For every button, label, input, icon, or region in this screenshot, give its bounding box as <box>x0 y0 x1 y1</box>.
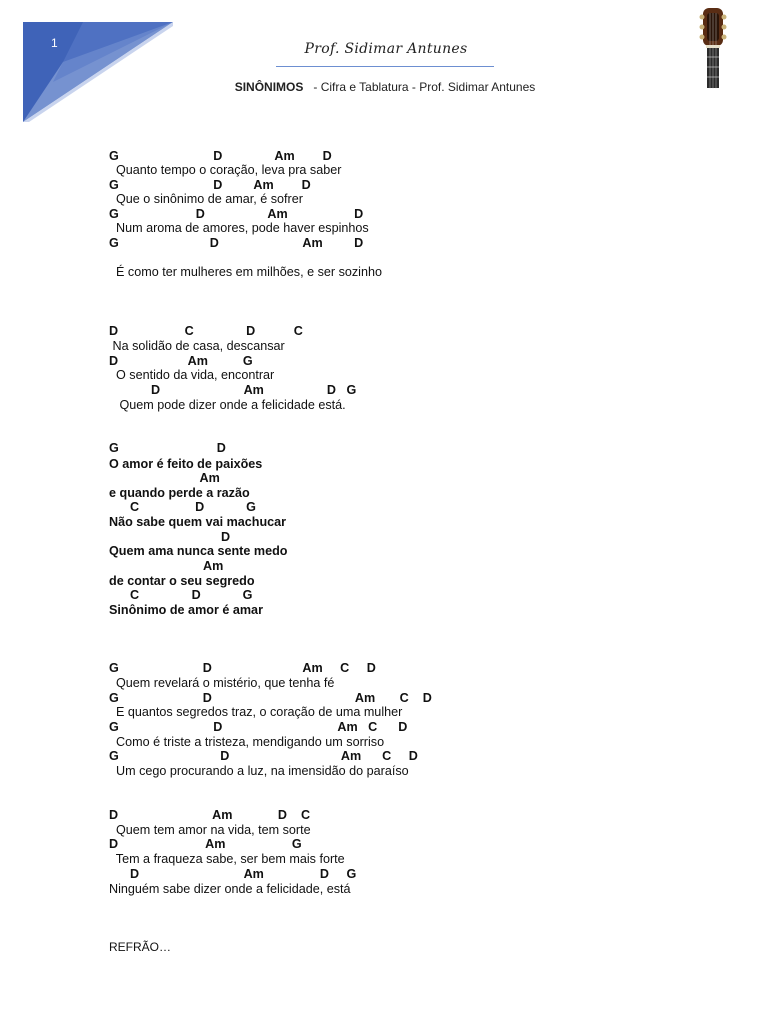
lyric-line: Que o sinônimo de amar, é sofrer <box>109 192 303 206</box>
song-subtitle: - Cifra e Tablatura - Prof. Sidimar Antunes <box>303 80 536 94</box>
chord-line: G D Am D <box>109 236 364 250</box>
lyric-line: O sentido da vida, encontrar <box>109 368 275 382</box>
chord-line: D C D C <box>109 324 303 338</box>
chord-line: D Am G <box>109 354 253 368</box>
lyric-line: Quem pode dizer onde a felicidade está. <box>109 398 346 412</box>
lyric-line: e quando perde a razão <box>109 486 250 500</box>
lyric-line: O amor é feito de paixões <box>109 457 263 471</box>
lyric-line: Um cego procurando a luz, na imensidão do paraíso <box>109 764 409 778</box>
chord-line: D Am G <box>109 837 302 851</box>
chord-line: G D <box>109 441 226 455</box>
chord-line: G D Am C D <box>109 691 432 705</box>
lyric-line: Na solidão de casa, descansar <box>109 339 285 353</box>
chord-line: D Am D G <box>109 867 357 881</box>
lyric-line: Quem revelará o mistério, que tenha fé <box>109 676 335 690</box>
lyric-line: E quantos segredos traz, o coração de uma mulher <box>109 705 403 719</box>
chord-line: G D Am C D <box>109 720 408 734</box>
lyric-line: Tem a fraqueza sabe, ser bem mais forte <box>109 852 345 866</box>
chord-line: Am <box>109 471 220 485</box>
lyric-line: É como ter mulheres em milhões, e ser sozinho <box>109 265 382 279</box>
lyric-line: Ninguém sabe dizer onde a felicidade, está <box>109 882 351 896</box>
chord-line: D <box>109 530 231 544</box>
lyric-line: Sinônimo de amor é amar <box>109 603 263 617</box>
lyric-line: Quem ama nunca sente medo <box>109 544 288 558</box>
lyric-line: Quem tem amor na vida, tem sorte <box>109 823 311 837</box>
song-title: SINÔNIMOS <box>234 80 304 94</box>
chord-line: C D G <box>109 588 253 602</box>
lyric-line: Não sabe quem vai machucar <box>109 515 287 529</box>
chord-line: Am <box>109 559 224 573</box>
lyric-line: Num aroma de amores, pode haver espinhos <box>109 221 369 235</box>
page-number: 1 <box>51 36 58 50</box>
chord-line: G D Am D <box>109 149 332 163</box>
chord-line: G D Am C D <box>109 661 376 675</box>
lyric-line: Como é triste a tristeza, mendigando um sorriso <box>109 735 385 749</box>
author-heading: Prof. Sidimar Antunes <box>304 41 468 57</box>
lyric-line: de contar o seu segredo <box>109 574 255 588</box>
chord-line: D Am D G <box>109 383 357 397</box>
refrain-label: REFRÃO… <box>109 940 172 954</box>
chord-line: C D G <box>109 500 256 514</box>
chord-line: G D Am D <box>109 178 311 192</box>
chord-line: D Am D C <box>109 808 311 822</box>
chord-line: G D Am C D <box>109 749 418 763</box>
chord-line: G D Am D <box>109 207 364 221</box>
lyric-line: Quanto tempo o coração, leva pra saber <box>109 163 342 177</box>
